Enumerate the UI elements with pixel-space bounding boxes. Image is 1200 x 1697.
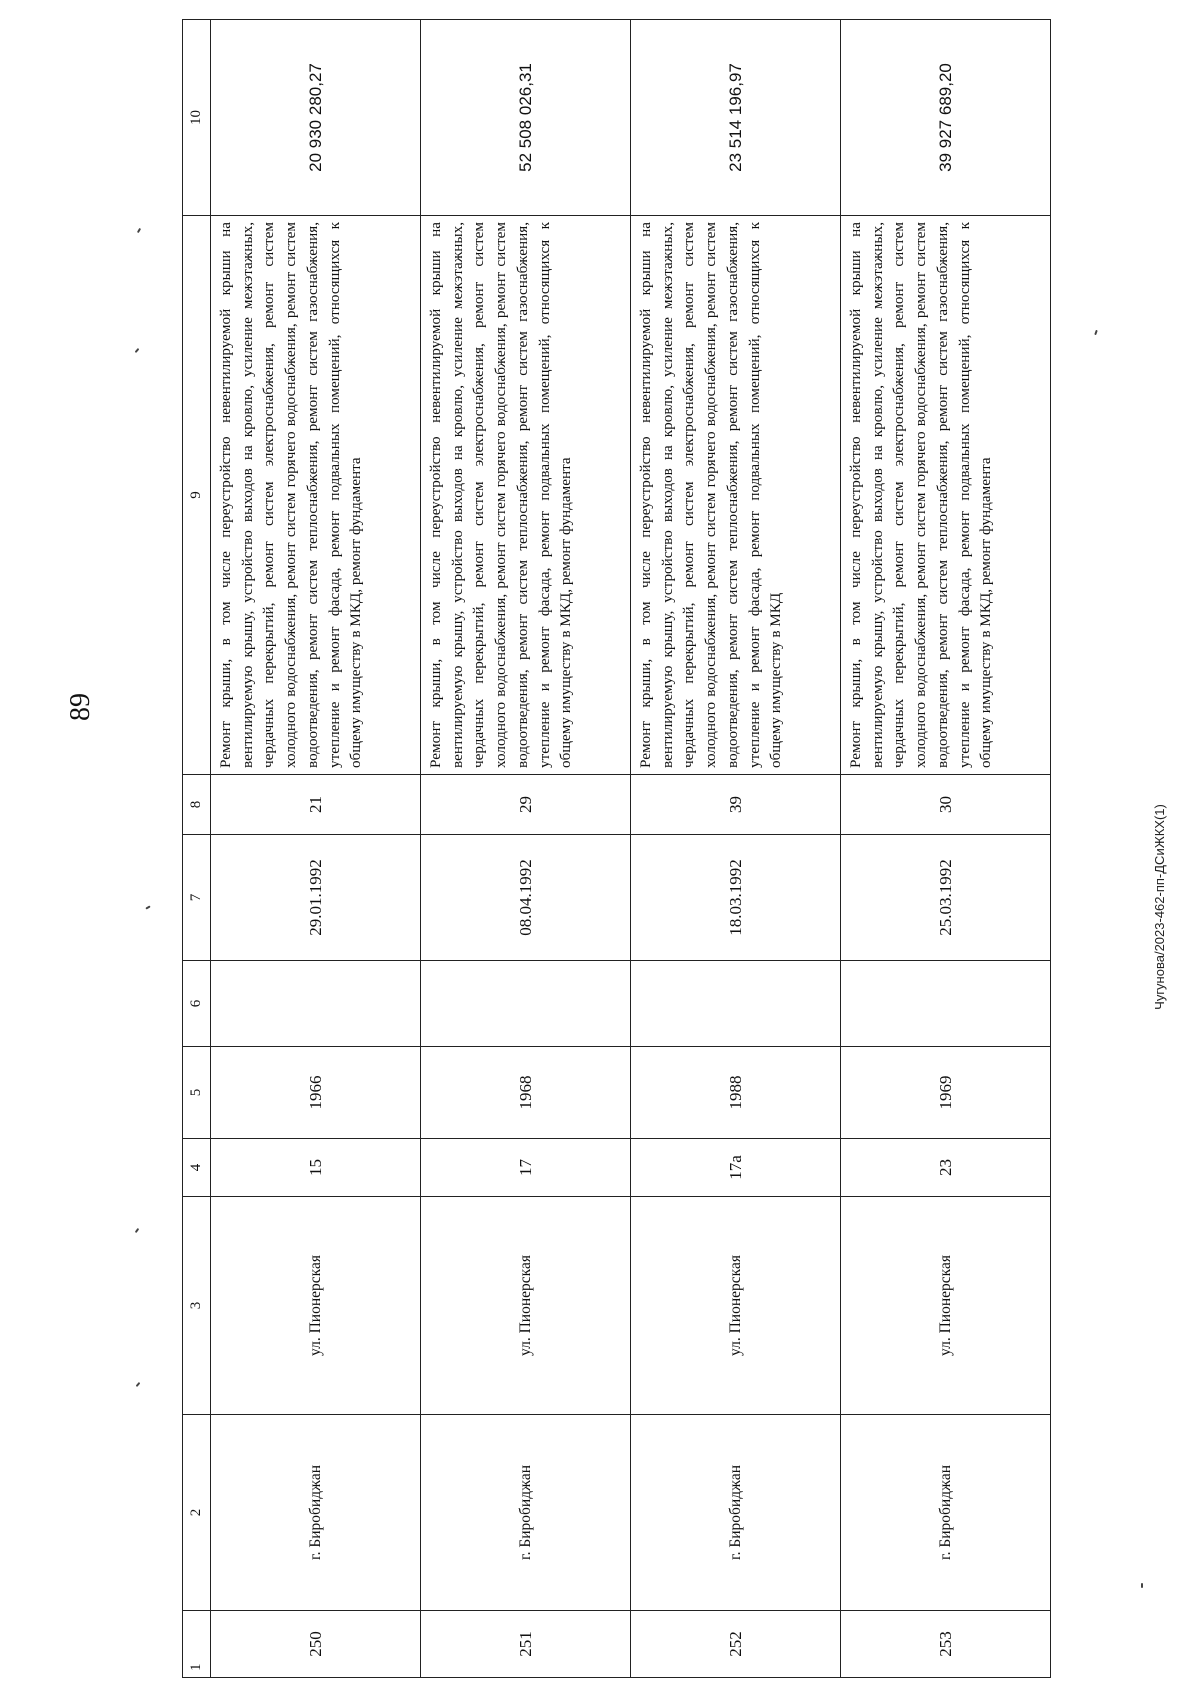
- document-reference-footer: Чугунова/2023-462-пп-ДСиЖКХ(1): [1152, 804, 1167, 1010]
- count-cell: 21: [211, 775, 421, 835]
- scan-speck: [1141, 1583, 1143, 1588]
- column-header: 1: [183, 1611, 211, 1678]
- house-cell: 17а: [631, 1139, 841, 1197]
- cost-cell: 23 514 196,97: [631, 20, 841, 216]
- empty-cell: [841, 961, 1051, 1047]
- cost-cell: 39 927 689,20: [841, 20, 1051, 216]
- cost-cell: 20 930 280,27: [211, 20, 421, 216]
- row-number: 252: [631, 1611, 841, 1678]
- table-row: [421, 20, 631, 1678]
- year-cell: 1969: [841, 1047, 1051, 1139]
- column-header: 6: [183, 961, 211, 1047]
- works-description-cell: Ремонт крыши, в том числе переустройство невентилируемой крыши на вентилируемую крышу, устройство выходов на кровлю, усиление межэтажных, чердачных перекрытий, ремонт систем электроснабжения, ремонт систем холодного водоснабжения, ремонт систем горячего водоснабжения, ремонт систем водоотведения, ремонт систем теплоснабжения, ремонт систем газоснабжения, утепление и ремонт фасада, ремонт подвальных помещений, относящихся к общему имуществу в МКД, ремонт фундамента: [841, 216, 1051, 775]
- table-row: [631, 20, 841, 1678]
- empty-cell: [421, 961, 631, 1047]
- city-cell: г. Биробиджан: [631, 1415, 841, 1611]
- house-cell: 23: [841, 1139, 1051, 1197]
- column-header: 7: [183, 835, 211, 961]
- year-cell: 1966: [211, 1047, 421, 1139]
- row-number: 250: [211, 1611, 421, 1678]
- column-header: 5: [183, 1047, 211, 1139]
- count-cell: 30: [841, 775, 1051, 835]
- column-header: 4: [183, 1139, 211, 1197]
- city-cell: г. Биробиджан: [211, 1415, 421, 1611]
- city-cell: г. Биробиджан: [841, 1415, 1051, 1611]
- column-header: 3: [183, 1197, 211, 1415]
- empty-cell: [631, 961, 841, 1047]
- date-cell: 18.03.1992: [631, 835, 841, 961]
- street-cell: ул. Пионерская: [631, 1197, 841, 1415]
- count-cell: 39: [631, 775, 841, 835]
- count-cell: 29: [421, 775, 631, 835]
- column-header: 10: [183, 20, 211, 216]
- street-cell: ул. Пионерская: [211, 1197, 421, 1415]
- street-cell: ул. Пионерская: [421, 1197, 631, 1415]
- column-header: 8: [183, 775, 211, 835]
- row-number: 253: [841, 1611, 1051, 1678]
- row-number: 251: [421, 1611, 631, 1678]
- column-header: 2: [183, 1415, 211, 1611]
- table-row: [841, 20, 1051, 1678]
- date-cell: 29.01.1992: [211, 835, 421, 961]
- city-cell: г. Биробиджан: [421, 1415, 631, 1611]
- works-description-cell: Ремонт крыши, в том числе переустройство невентилируемой крыши на вентилируемую крышу, устройство выходов на кровлю, усиление межэтажных, чердачных перекрытий, ремонт систем электроснабжения, ремонт систем холодного водоснабжения, ремонт систем горячего водоснабжения, ремонт систем водоотведения, ремонт систем теплоснабжения, ремонт систем газоснабжения, утепление и ремонт фасада, ремонт подвальных помещений, относящихся к общему имуществу в МКД: [631, 216, 841, 775]
- date-cell: 08.04.1992: [421, 835, 631, 961]
- year-cell: 1968: [421, 1047, 631, 1139]
- house-cell: 15: [211, 1139, 421, 1197]
- page-number: 89: [65, 693, 96, 721]
- street-cell: ул. Пионерская: [841, 1197, 1051, 1415]
- table-row: [211, 20, 421, 1678]
- year-cell: 1988: [631, 1047, 841, 1139]
- works-description-cell: Ремонт крыши, в том числе переустройство невентилируемой крыши на вентилируемую крышу, устройство выходов на кровлю, усиление межэтажных, чердачных перекрытий, ремонт систем электроснабжения, ремонт систем холодного водоснабжения, ремонт систем горячего водоснабжения, ремонт систем водоотведения, ремонт систем теплоснабжения, ремонт систем газоснабжения, утепление и ремонт фасада, ремонт подвальных помещений, относящихся к общему имуществу в МКД, ремонт фундамента: [211, 216, 421, 775]
- house-cell: 17: [421, 1139, 631, 1197]
- date-cell: 25.03.1992: [841, 835, 1051, 961]
- column-header: 9: [183, 216, 211, 775]
- works-description-cell: Ремонт крыши, в том числе переустройство невентилируемой крыши на вентилируемую крышу, устройство выходов на кровлю, усиление межэтажных, чердачных перекрытий, ремонт систем электроснабжения, ремонт систем холодного водоснабжения, ремонт систем горячего водоснабжения, ремонт систем водоотведения, ремонт систем теплоснабжения, ремонт систем газоснабжения, утепление и ремонт фасада, ремонт подвальных помещений, относящихся к общему имуществу в МКД, ремонт фундамента: [421, 216, 631, 775]
- empty-cell: [211, 961, 421, 1047]
- repair-schedule-table: [182, 19, 1051, 1678]
- column-number-row: [183, 20, 211, 1678]
- cost-cell: 52 508 026,31: [421, 20, 631, 216]
